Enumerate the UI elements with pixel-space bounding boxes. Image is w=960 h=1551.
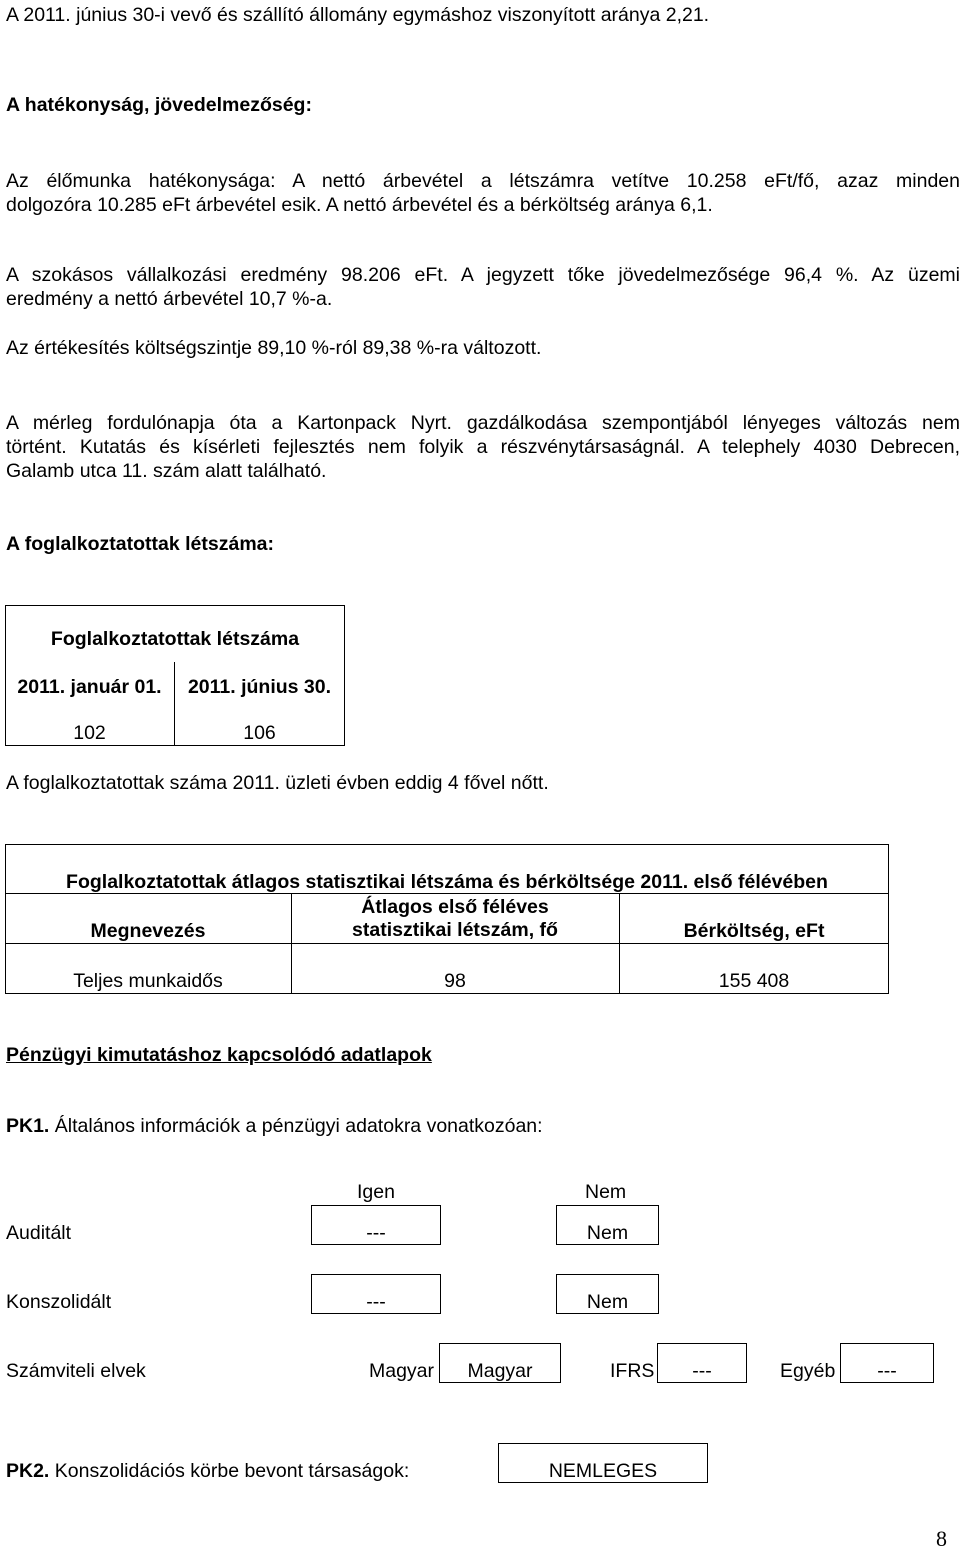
average-table-title-divider xyxy=(5,893,889,894)
headcount-heading: A foglalkoztatottak létszáma: xyxy=(6,533,274,555)
average-table-header-wage: Bérköltség, eFt xyxy=(683,920,825,942)
efficiency-paragraph-4-line-2: történt. Kutatás és kísérleti fejlesztés nem folyik a részvénytársaságnál. A telephely 4030 Debrecen, xyxy=(6,436,960,458)
konszolidalt-igen-value: --- xyxy=(366,1291,386,1313)
average-table-header-headcount-line-2: statisztikai létszám, fő xyxy=(352,919,558,941)
average-table-title: Foglalkoztatottak átlagos statisztikai létszáma és bérköltsége 2011. első félévében xyxy=(66,871,828,893)
nem-column-label: Nem xyxy=(585,1181,627,1203)
average-table-row-wage: 155 408 xyxy=(718,970,790,992)
efficiency-paragraph-3: Az értékesítés költségszintje 89,10 %-ról 89,38 %-ra változott. xyxy=(6,337,542,359)
auditalt-nem-value: Nem xyxy=(586,1222,629,1244)
headcount-table-title: Foglalkoztatottak létszáma xyxy=(50,628,300,650)
magyar-value: Magyar xyxy=(467,1360,533,1382)
efficiency-paragraph-1-line-1: Az élőmunka hatékonysága: A nettó árbevétel a létszámra vetítve 10.258 eFt/fő, azaz minden xyxy=(6,170,960,192)
efficiency-paragraph-4-line-1: A mérleg fordulónapja óta a Kartonpack Nyrt. gazdálkodása szempontjából lényeges változás nem xyxy=(6,412,960,434)
pk1-code: PK1. xyxy=(6,1115,50,1137)
igen-column-label: Igen xyxy=(357,1181,395,1203)
financial-heading: Pénzügyi kimutatáshoz kapcsolódó adatlapok xyxy=(6,1044,432,1066)
average-table-header-divider xyxy=(5,943,889,944)
efficiency-heading: A hatékonyság, jövedelmezőség: xyxy=(6,94,312,116)
konszolidalt-label: Konszolidált xyxy=(6,1291,112,1313)
ifrs-option-label: IFRS xyxy=(610,1360,655,1382)
intro-line: A 2011. június 30-i vevő és szállító állomány egymáshoz viszonyított aránya 2,21. xyxy=(6,4,710,26)
auditalt-label: Auditált xyxy=(6,1222,72,1244)
szamviteli-elvek-label: Számviteli elvek xyxy=(6,1360,146,1382)
pk2-line xyxy=(6,1462,409,1482)
ifrs-value: --- xyxy=(692,1360,712,1382)
egyeb-value: --- xyxy=(877,1360,897,1382)
average-table-row-name: Teljes munkaidős xyxy=(73,970,223,992)
egyeb-option-label: Egyéb xyxy=(780,1360,836,1382)
pk1-text: Általános információk a pénzügyi adatokra vonatkozóan: xyxy=(49,1115,543,1137)
pk1-line xyxy=(6,1117,543,1137)
konszolidalt-nem-value: Nem xyxy=(586,1291,629,1313)
efficiency-paragraph-1-line-2: dolgozóra 10.285 eFt árbevétel esik. A nettó árbevétel és a bérköltség aránya 6,1. xyxy=(6,194,713,216)
headcount-col-jan: 2011. január 01. xyxy=(17,676,162,698)
headcount-col-jun: 2011. június 30. xyxy=(187,676,332,698)
efficiency-paragraph-4-line-3: Galamb utca 11. szám alatt található. xyxy=(6,460,327,482)
efficiency-paragraph-2-line-1: A szokásos vállalkozási eredmény 98.206 eFt. A jegyzett tőke jövedelmezősége 96,4 %. Az üzemi xyxy=(6,264,960,286)
headcount-value-jan: 102 xyxy=(73,722,106,744)
average-table-row-headcount: 98 xyxy=(444,970,466,992)
auditalt-igen-value: --- xyxy=(366,1222,386,1244)
average-table-header-headcount-line-1: Átlagos első féléves xyxy=(361,896,549,918)
magyar-option-label: Magyar xyxy=(369,1360,435,1382)
pk2-value: NEMLEGES xyxy=(548,1460,658,1482)
average-table-header-name: Megnevezés xyxy=(90,920,206,942)
pk2-text: Konszolidációs körbe bevont társaságok: xyxy=(49,1460,410,1482)
headcount-value-jun: 106 xyxy=(243,722,276,744)
pk2-code: PK2. xyxy=(6,1460,50,1482)
headcount-note: A foglalkoztatottak száma 2011. üzleti évben eddig 4 fővel nőtt. xyxy=(6,772,549,794)
efficiency-paragraph-2-line-2: eredmény a nettó árbevétel 10,7 %-a. xyxy=(6,288,333,310)
page-number: 8 xyxy=(936,1526,947,1551)
